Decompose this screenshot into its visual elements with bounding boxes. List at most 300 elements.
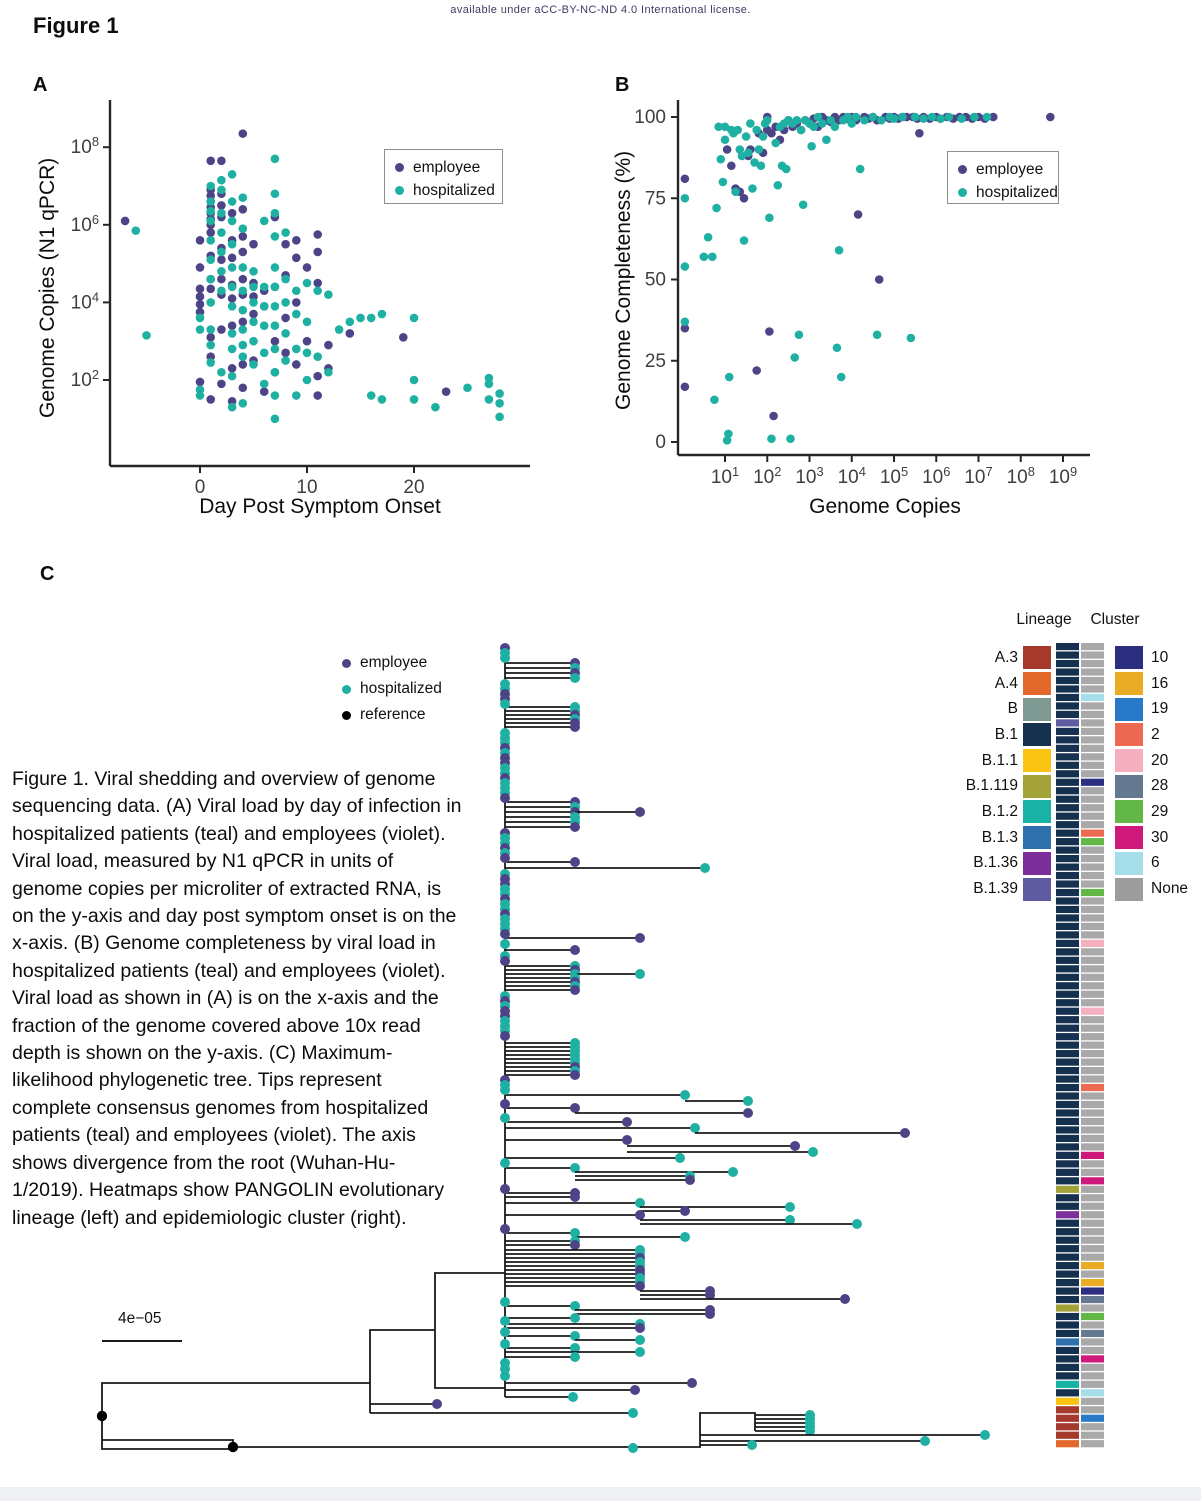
lineage-heatmap-cell: [1056, 719, 1079, 726]
lineage-heatmap-cell: [1056, 1194, 1079, 1201]
swatch-label: 2: [1151, 725, 1160, 743]
cluster-heatmap-cell: [1081, 1118, 1104, 1125]
data-point-employee: [217, 201, 226, 210]
swatch-legend-row: [938, 851, 1051, 877]
data-point-hospitalized: [249, 267, 258, 276]
legend-label: hospitalized: [976, 183, 1058, 201]
lineage-heatmap-cell: [1056, 940, 1079, 947]
data-point-employee: [121, 217, 130, 226]
data-point-hospitalized: [410, 376, 419, 385]
panel-c-label: C: [40, 563, 55, 585]
data-point-hospitalized: [228, 170, 237, 179]
data-point-hospitalized: [271, 283, 280, 292]
data-point-hospitalized: [206, 255, 215, 264]
cluster-heatmap-cell: [1081, 762, 1104, 769]
data-point-hospitalized: [782, 165, 791, 174]
data-point-hospitalized: [983, 113, 992, 122]
lineage-heatmap-cell: [1056, 1415, 1079, 1422]
data-point-hospitalized: [793, 116, 802, 125]
tree-spine-tip: [500, 793, 510, 803]
cluster-heatmap-cell: [1081, 1101, 1104, 1108]
data-point-hospitalized: [856, 165, 865, 174]
data-point-hospitalized: [249, 337, 258, 346]
tree-tip-employee: [570, 857, 580, 867]
lineage-heatmap-cell: [1056, 889, 1079, 896]
tree-tip-hospitalized: [635, 969, 645, 979]
data-point-employee: [681, 382, 690, 391]
tree-internal-branch: [102, 1383, 370, 1449]
legend-label: hospitalized: [360, 680, 442, 697]
data-point-hospitalized: [704, 233, 713, 242]
data-point-employee: [260, 387, 269, 396]
data-point-hospitalized: [217, 368, 226, 377]
cluster-legend: [1115, 645, 1188, 902]
data-point-hospitalized: [873, 330, 882, 339]
data-point-hospitalized: [239, 306, 248, 315]
tree-spine-tip: [500, 956, 510, 966]
legend-row: [395, 179, 502, 202]
tree-spine-tip: [500, 699, 510, 709]
employee-legend-dot: [395, 163, 404, 172]
lineage-heatmap-cell: [1056, 804, 1079, 811]
cluster-heatmap-cell: [1081, 1338, 1104, 1345]
data-point-hospitalized: [757, 161, 766, 170]
tree-tip-hospitalized: [808, 1147, 818, 1157]
lineage-heatmap-cell: [1056, 643, 1079, 650]
data-point-employee: [399, 333, 408, 342]
cluster-heatmap-cell: [1081, 1432, 1104, 1439]
cluster-heatmap-cell: [1081, 728, 1104, 735]
swatch-label: 29: [1151, 802, 1169, 820]
cluster-heatmap-cell: [1081, 1033, 1104, 1040]
lineage-heatmap-cell: [1056, 1084, 1079, 1091]
swatch-label: 30: [1151, 828, 1169, 846]
data-point-hospitalized: [228, 329, 237, 338]
data-point-hospitalized: [206, 236, 215, 245]
tree-tip-employee: [635, 1323, 645, 1333]
swatch-label: 16: [1151, 674, 1169, 692]
lineage-heatmap-cell: [1056, 1211, 1079, 1218]
cluster-heatmap-cell: [1081, 1203, 1104, 1210]
lineage-heatmap-cell: [1056, 660, 1079, 667]
lineage-heatmap-cell: [1056, 1287, 1079, 1294]
cluster-heatmap-cell: [1081, 1211, 1104, 1218]
30-color-swatch: [1115, 826, 1143, 849]
cluster-heatmap-cell: [1081, 982, 1104, 989]
panel-b-y-axis-title: Genome Completeness (%): [612, 150, 635, 410]
B.1-color-swatch: [1023, 723, 1051, 746]
legend-label: employee: [360, 654, 428, 671]
cluster-heatmap-cell: [1081, 880, 1104, 887]
data-point-hospitalized: [292, 310, 301, 319]
lineage-heatmap-cell: [1056, 1398, 1079, 1405]
lineage-heatmap-cell: [1056, 1389, 1079, 1396]
tree-tip-employee: [570, 1070, 580, 1080]
cluster-heatmap-cell: [1081, 1423, 1104, 1430]
data-point-hospitalized: [271, 209, 280, 218]
lineage-heatmap-cell: [1056, 974, 1079, 981]
cluster-heatmap-cell: [1081, 1347, 1104, 1354]
data-point-hospitalized: [228, 302, 237, 311]
tree-spine-tip: [500, 1327, 510, 1337]
tree-internal-branch: [233, 1413, 755, 1447]
lineage-heatmap-cell: [1056, 1101, 1079, 1108]
swatch-legend-row: [1115, 748, 1188, 774]
tree-scale-bar-label: 4e−05: [118, 1310, 162, 1327]
cluster-heatmap-cell: [1081, 1237, 1104, 1244]
data-point-hospitalized: [217, 228, 226, 237]
data-point-hospitalized: [206, 298, 215, 307]
lineage-heatmap-cell: [1056, 1321, 1079, 1328]
data-point-employee: [281, 240, 290, 249]
tree-tip-hospitalized: [680, 1090, 690, 1100]
B.1.2-color-swatch: [1023, 800, 1051, 823]
data-point-hospitalized: [835, 246, 844, 255]
legend-label: hospitalized: [413, 181, 495, 199]
data-point-employee: [217, 325, 226, 334]
data-point-hospitalized: [725, 373, 734, 382]
cluster-heatmap-cell: [1081, 1406, 1104, 1413]
data-point-hospitalized: [945, 113, 954, 122]
data-point-hospitalized: [196, 391, 205, 400]
data-point-hospitalized: [228, 283, 237, 292]
data-point-hospitalized: [367, 391, 376, 400]
lineage-heatmap-cell: [1056, 1008, 1079, 1015]
data-point-hospitalized: [335, 325, 344, 334]
lineage-heatmap-cell: [1056, 1050, 1079, 1057]
cluster-heatmap-cell: [1081, 991, 1104, 998]
data-point-hospitalized: [206, 341, 215, 350]
B.1.36-color-swatch: [1023, 852, 1051, 875]
data-point-hospitalized: [313, 352, 322, 361]
swatch-label: B.1.1: [981, 751, 1018, 769]
lineage-heatmap-cell: [1056, 694, 1079, 701]
B.1.119-color-swatch: [1023, 775, 1051, 798]
cluster-heatmap-cell: [1081, 1050, 1104, 1057]
data-point-hospitalized: [837, 373, 846, 382]
cluster-heatmap-cell: [1081, 1440, 1104, 1447]
data-point-employee: [239, 129, 248, 138]
cluster-heatmap-cell: [1081, 711, 1104, 718]
swatch-legend-row: [1115, 876, 1188, 902]
cluster-heatmap-cell: [1081, 1059, 1104, 1066]
data-point-hospitalized: [831, 122, 840, 131]
data-point-hospitalized: [271, 321, 280, 330]
data-point-employee: [239, 318, 248, 327]
cluster-heatmap-cell: [1081, 1194, 1104, 1201]
lineage-heatmap-cell: [1056, 702, 1079, 709]
data-point-hospitalized: [217, 186, 226, 195]
lineage-heatmap-cell: [1056, 1042, 1079, 1049]
data-point-hospitalized: [292, 391, 301, 400]
data-point-hospitalized: [281, 356, 290, 365]
data-point-hospitalized: [936, 114, 945, 123]
data-point-employee: [196, 285, 205, 294]
tree-tip-employee: [635, 807, 645, 817]
cluster-heatmap-cell: [1081, 1135, 1104, 1142]
panel-a-x-axis-title: Day Post Symptom Onset: [199, 495, 441, 518]
data-point-hospitalized: [281, 228, 290, 237]
lineage-heatmap-cell: [1056, 1033, 1079, 1040]
data-point-hospitalized: [752, 126, 761, 135]
lineage-heatmap-cell: [1056, 1160, 1079, 1167]
lineage-heatmap-cell: [1056, 1126, 1079, 1133]
data-point-hospitalized: [795, 330, 804, 339]
swatch-label: B.1.39: [973, 880, 1018, 898]
data-point-hospitalized: [260, 321, 269, 330]
tree-tip-hospitalized: [680, 1232, 690, 1242]
cluster-heatmap-cell: [1081, 796, 1104, 803]
data-point-hospitalized: [970, 113, 979, 122]
tree-tip-hospitalized: [568, 1392, 578, 1402]
lineage-heatmap-cell: [1056, 1228, 1079, 1235]
data-point-employee: [217, 255, 226, 264]
data-point-hospitalized: [378, 395, 387, 404]
legend-row: [395, 156, 502, 179]
cluster-heatmap-cell: [1081, 957, 1104, 964]
data-point-employee: [249, 240, 258, 249]
data-point-hospitalized: [217, 248, 226, 257]
panel-b-x-tick-label: $10^7$: [964, 464, 993, 488]
data-point-hospitalized: [260, 302, 269, 311]
cluster-heatmap-cell: [1081, 830, 1104, 837]
data-point-hospitalized: [271, 368, 280, 377]
cluster-heatmap-cell: [1081, 1016, 1104, 1023]
data-point-employee: [854, 210, 863, 219]
lineage-heatmap-cell: [1056, 651, 1079, 658]
swatch-label: 10: [1151, 648, 1169, 666]
tree-tip-employee: [570, 822, 580, 832]
lineage-heatmap-cell: [1056, 847, 1079, 854]
lineage-heatmap-cell: [1056, 745, 1079, 752]
data-point-hospitalized: [324, 368, 333, 377]
tree-spine-tip: [500, 1099, 510, 1109]
panel-a-y-tick-label: $10^4$: [70, 289, 99, 314]
cluster-heatmap-cell: [1081, 719, 1104, 726]
cluster-heatmap-cell: [1081, 1126, 1104, 1133]
cluster-heatmap-cell: [1081, 804, 1104, 811]
tree-tip-hospitalized: [628, 1408, 638, 1418]
cluster-heatmap-cell: [1081, 677, 1104, 684]
legend-label: reference: [360, 706, 426, 723]
data-point-hospitalized: [742, 132, 751, 141]
cluster-heatmap-cell: [1081, 1160, 1104, 1167]
tree-tip-hospitalized: [743, 1096, 753, 1106]
panel-b-y-tick-label: 25: [644, 350, 666, 372]
data-point-employee: [217, 156, 226, 165]
lineage-heatmap-cell: [1056, 736, 1079, 743]
panel-b-x-axis-title: Genome Copies: [809, 495, 961, 518]
swatch-legend-row: [1115, 773, 1188, 799]
data-point-hospitalized: [292, 286, 301, 295]
lineage-heatmap-cell: [1056, 1245, 1079, 1252]
lineage-heatmap-cell: [1056, 762, 1079, 769]
panel-a-x-tick-label: 20: [403, 477, 425, 498]
lineage-heatmap-cell: [1056, 1109, 1079, 1116]
cluster-heatmap-cell: [1081, 1186, 1104, 1193]
data-point-employee: [765, 327, 774, 336]
cluster-heatmap-cell: [1081, 1313, 1104, 1320]
cluster-heatmap-cell: [1081, 745, 1104, 752]
lineage-heatmap-cell: [1056, 753, 1079, 760]
lineage-heatmap-cell: [1056, 1364, 1079, 1371]
lineage-heatmap-cell: [1056, 1025, 1079, 1032]
legend-label: employee: [413, 158, 481, 176]
tree-spine-tip: [500, 1113, 510, 1123]
data-point-employee: [915, 129, 924, 138]
data-point-hospitalized: [313, 286, 322, 295]
tree-reference-tip: [97, 1411, 107, 1421]
cluster-heatmap-cell: [1081, 1228, 1104, 1235]
data-point-hospitalized: [712, 204, 721, 213]
panel-b-x-tick-label: $10^8$: [1006, 464, 1035, 488]
data-point-hospitalized: [710, 395, 719, 404]
data-point-employee: [239, 383, 248, 392]
lineage-heatmap-cell: [1056, 677, 1079, 684]
lineage-heatmap-cell: [1056, 779, 1079, 786]
cluster-heatmap-cell: [1081, 889, 1104, 896]
tree-tip-employee: [622, 1117, 632, 1127]
data-point-hospitalized: [271, 155, 280, 164]
data-point-hospitalized: [818, 119, 827, 128]
data-point-hospitalized: [206, 207, 215, 216]
data-point-hospitalized: [790, 353, 799, 362]
cluster-heatmap-cell: [1081, 1355, 1104, 1362]
lineage-heatmap-cell: [1056, 1406, 1079, 1413]
lineage-heatmap-cell: [1056, 685, 1079, 692]
lineage-heatmap-cell: [1056, 897, 1079, 904]
panel-a-y-tick-label: $10^8$: [70, 134, 99, 159]
data-point-employee: [303, 263, 312, 272]
data-point-employee: [875, 275, 884, 284]
lineage-heatmap-cell: [1056, 1338, 1079, 1345]
lineage-heatmap-cell: [1056, 1304, 1079, 1311]
data-point-hospitalized: [748, 184, 757, 193]
data-point-hospitalized: [281, 298, 290, 307]
19-color-swatch: [1115, 698, 1143, 721]
tree-tip-hospitalized: [690, 1123, 700, 1133]
cluster-heatmap-cell: [1081, 948, 1104, 955]
None-color-swatch: [1115, 878, 1143, 901]
panel-b-x-tick-label: $10^6$: [922, 464, 951, 488]
data-point-employee: [196, 300, 205, 309]
hospitalized-legend-dot: [342, 685, 351, 694]
data-point-employee: [196, 292, 205, 301]
cluster-heatmap-cell: [1081, 923, 1104, 930]
lineage-heatmap-cell: [1056, 728, 1079, 735]
data-point-hospitalized: [485, 380, 494, 389]
legend-row: [342, 676, 442, 702]
data-point-employee: [313, 230, 322, 239]
cluster-heatmap-cell: [1081, 1304, 1104, 1311]
20-color-swatch: [1115, 749, 1143, 772]
cluster-heatmap-cell: [1081, 1287, 1104, 1294]
data-point-hospitalized: [911, 113, 920, 122]
cluster-heatmap-cell: [1081, 1042, 1104, 1049]
data-point-hospitalized: [271, 232, 280, 241]
data-point-hospitalized: [206, 325, 215, 334]
data-point-employee: [206, 333, 215, 342]
cluster-heatmap-cell: [1081, 1296, 1104, 1303]
tree-internal-branch: [370, 1330, 435, 1413]
swatch-legend-row: [1115, 645, 1188, 671]
lineage-heatmap-cell: [1056, 1186, 1079, 1193]
10-color-swatch: [1115, 646, 1143, 669]
panel-b-y-tick-label: 75: [644, 188, 666, 210]
data-point-hospitalized: [860, 116, 869, 125]
data-point-employee: [239, 248, 248, 257]
panel-b-label: B: [615, 74, 630, 96]
tree-tip-employee: [630, 1385, 640, 1395]
lineage-heatmap-header: Lineage: [1016, 611, 1072, 628]
data-point-hospitalized: [260, 349, 269, 358]
tree-tip-employee: [570, 1240, 580, 1250]
data-point-employee: [313, 248, 322, 257]
data-point-employee: [206, 395, 215, 404]
cluster-heatmap-cell: [1081, 1008, 1104, 1015]
tree-tip-employee: [635, 933, 645, 943]
lineage-heatmap-cell: [1056, 880, 1079, 887]
cluster-heatmap-cell: [1081, 931, 1104, 938]
data-point-hospitalized: [681, 262, 690, 271]
data-point-employee: [196, 236, 205, 245]
data-point-employee: [239, 275, 248, 284]
data-point-hospitalized: [249, 318, 258, 327]
data-point-hospitalized: [271, 302, 280, 311]
tree-tip-employee: [570, 722, 580, 732]
data-point-hospitalized: [303, 279, 312, 288]
tree-spine-tip: [500, 929, 510, 939]
data-point-hospitalized: [196, 314, 205, 323]
cluster-heatmap-cell: [1081, 813, 1104, 820]
data-point-hospitalized: [239, 325, 248, 334]
data-point-hospitalized: [281, 329, 290, 338]
lineage-heatmap-cell: [1056, 711, 1079, 718]
lineage-heatmap-cell: [1056, 1372, 1079, 1379]
swatch-label: B.1.3: [981, 828, 1018, 846]
lineage-heatmap-cell: [1056, 1203, 1079, 1210]
B.1.1-color-swatch: [1023, 749, 1051, 772]
data-point-hospitalized: [142, 331, 151, 340]
tree-tip-employee: [680, 1206, 690, 1216]
swatch-legend-row: [938, 799, 1051, 825]
data-point-employee: [442, 387, 451, 396]
tree-tip-employee: [635, 1281, 645, 1291]
reference-legend-dot: [342, 711, 351, 720]
panel-b-y-tick-label: 50: [644, 269, 666, 291]
lineage-heatmap-cell: [1056, 1092, 1079, 1099]
tree-tip-employee: [705, 1309, 715, 1319]
data-point-hospitalized: [463, 383, 472, 392]
tree-spine-tip: [500, 1371, 510, 1381]
6-color-swatch: [1115, 852, 1143, 875]
data-point-hospitalized: [786, 434, 795, 443]
data-point-hospitalized: [928, 113, 937, 122]
data-point-hospitalized: [431, 403, 440, 412]
panel-c-legend: [342, 650, 442, 728]
legend-row: [958, 181, 1058, 204]
data-point-employee: [217, 275, 226, 284]
data-point-hospitalized: [765, 213, 774, 222]
tree-tip: [628, 1443, 638, 1453]
cluster-heatmap-cell: [1081, 974, 1104, 981]
tree-spine-tip: [500, 853, 510, 863]
2-color-swatch: [1115, 723, 1143, 746]
data-point-hospitalized: [239, 193, 248, 202]
data-point-hospitalized: [759, 132, 768, 141]
data-point-hospitalized: [356, 314, 365, 323]
swatch-legend-row: [1115, 696, 1188, 722]
